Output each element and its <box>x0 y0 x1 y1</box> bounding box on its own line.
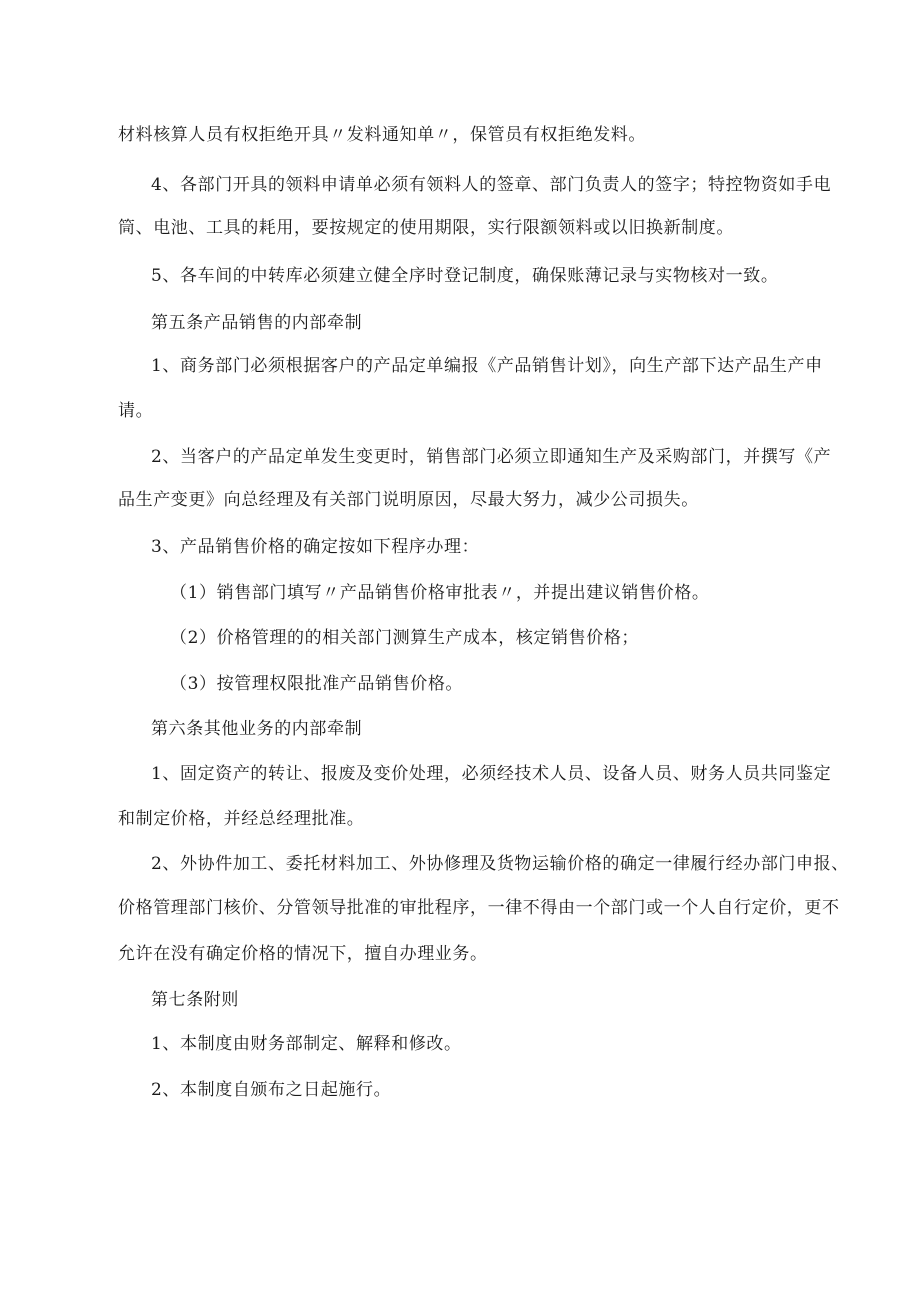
text-line: 3、产品销售价格的确定按如下程序办理： <box>151 537 480 557</box>
text-line: 1、固定资产的转让、报废及变价处理，必须经技术人员、设备人员、财务人员共同鉴定 <box>151 764 832 784</box>
text-line: 2、本制度自颁布之日起施行。 <box>151 1080 392 1100</box>
text-line: 筒、电池、工具的耗用，要按规定的使用期限，实行限额领料或以旧换新制度。 <box>118 218 734 238</box>
text-line: 材料核算人员有权拒绝开具〃发料通知单〃，保管员有权拒绝发料。 <box>118 125 646 145</box>
section-heading: 第七条附则 <box>151 990 239 1010</box>
text-line: 4、各部门开具的领料申请单必须有领料人的签章、部门负责人的签字；特控物资如手电 <box>151 175 832 195</box>
section-heading: 第六条其他业务的内部牵制 <box>151 719 363 739</box>
text-line: 请。 <box>118 401 154 421</box>
text-line: 价格管理部门核价、分管领导批准的审批程序，一律不得由一个部门或一个人自行定价，更不 <box>118 898 840 918</box>
text-line: 1、本制度由财务部制定、解释和修改。 <box>151 1034 462 1054</box>
text-line: （2）价格管理的的相关部门测算生产成本，核定销售价格； <box>170 628 640 648</box>
text-line: （3）按管理权限批准产品销售价格。 <box>170 674 464 694</box>
text-line: （1）销售部门填写〃产品销售价格审批表〃，并提出建议销售价格。 <box>170 583 710 603</box>
text-line: 1、商务部门必须根据客户的产品定单编报《产品销售计划》，向生产部下达产品生产申 <box>151 356 823 376</box>
text-line: 2、当客户的产品定单发生变更时，销售部门必须立即通知生产及采购部门，并撰写《产 <box>151 447 832 467</box>
text-line: 和制定价格，并经总经理批准。 <box>118 809 365 829</box>
section-heading: 第五条产品销售的内部牵制 <box>151 313 363 333</box>
text-line: 2、外协件加工、委托材料加工、外协修理及货物运输价格的确定一律履行经办部门申报、 <box>151 854 849 874</box>
text-line: 允许在没有确定价格的情况下，擅自办理业务。 <box>118 944 488 964</box>
text-line: 品生产变更》向总经理及有关部门说明原因，尽最大努力，减少公司损失。 <box>118 490 699 510</box>
text-line: 5、各车间的中转库必须建立健全序时登记制度，确保账薄记录与实物核对一致。 <box>151 266 779 286</box>
